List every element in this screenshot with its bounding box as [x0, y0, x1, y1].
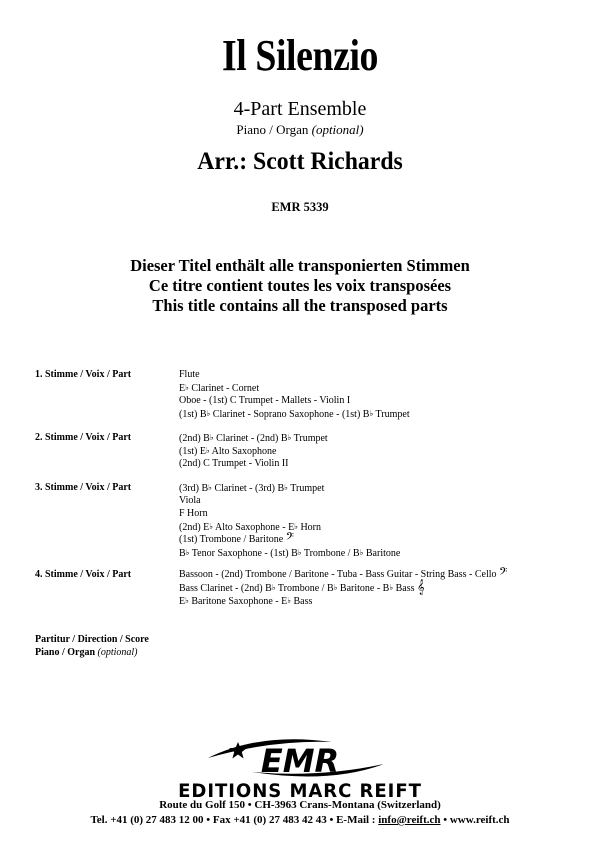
treble-clef-icon: 𝄞 — [417, 580, 425, 595]
instrument-line: Bassoon - (2nd) Trombone / Baritone - Tuba - Bass Guitar - String Bass - Cello 𝄢 — [179, 566, 508, 581]
flat-sign-icon: ♭ — [297, 548, 302, 557]
flat-sign-icon: ♭ — [369, 409, 374, 418]
instrumentation-note: (optional) — [311, 122, 364, 137]
score-label: Partitur / Direction / Score — [35, 634, 149, 645]
part-2-instruments — [179, 431, 328, 470]
flat-sign-icon: ♭ — [287, 596, 291, 605]
instrument-line: (1st) B♭ Clarinet - Soprano Saxophone - (1st) B♭ Trumpet — [179, 409, 410, 420]
flat-sign-icon: ♭ — [287, 433, 292, 442]
notice-german: Dieser Titel enthält alle transponierten Stimmen — [130, 256, 470, 275]
instrument-line: Flute — [179, 369, 200, 380]
subtitle: 4-Part Ensemble — [233, 98, 367, 120]
part-1-label: 1. Stimme / Voix / Part — [35, 369, 132, 380]
publisher-name: EDITIONS MARC REIFT — [178, 780, 422, 802]
flat-sign-icon: ♭ — [333, 583, 338, 592]
part-1-instruments — [179, 368, 410, 420]
flat-sign-icon: ♭ — [206, 409, 211, 418]
instrument-line: (1st) Trombone / Baritone 𝄢 — [179, 531, 295, 546]
contact-email[interactable]: info@reift.ch — [378, 814, 441, 826]
logo-text: EMR — [260, 742, 340, 780]
catalog-number: EMR 5339 — [271, 200, 329, 214]
part-2-label: 2. Stimme / Voix / Part — [35, 432, 132, 443]
flat-sign-icon: ♭ — [389, 583, 394, 592]
flat-sign-icon: ♭ — [294, 522, 298, 531]
bass-clef-icon: 𝄢 — [499, 566, 508, 581]
flat-sign-icon: ♭ — [209, 522, 214, 531]
flat-sign-icon: ♭ — [208, 483, 212, 492]
flat-sign-icon: ♭ — [185, 548, 190, 557]
part-4-instruments — [179, 568, 507, 607]
notice-french: Ce titre contient toutes les voix transposées — [148, 276, 452, 295]
flat-sign-icon: ♭ — [185, 596, 189, 605]
instrument-line: (2nd) E♭ Alto Saxophone - E♭ Horn — [179, 522, 322, 533]
part-3-label: 3. Stimme / Voix / Part — [35, 482, 132, 493]
publisher-address: Route du Golf 150 • CH-3963 Crans-Montana (Switzerland) — [159, 799, 441, 811]
page-title: Il Silenzio — [221, 31, 379, 80]
instrument-line: Viola — [179, 495, 201, 506]
instrument-line: E♭ Clarinet - Cornet — [179, 383, 260, 394]
flat-sign-icon: ♭ — [205, 446, 210, 455]
instrument-line: B♭ Tenor Saxophone - (1st) B♭ Trombone / B♭ Baritone — [179, 548, 401, 559]
instrumentation-text: Piano / Organ — [236, 122, 309, 137]
score-piano-organ-text: Piano / Organ — [35, 647, 96, 658]
bass-clef-icon: 𝄢 — [285, 531, 295, 546]
instrument-line: Oboe - (1st) C Trumpet - Mallets - Violin I — [179, 395, 351, 406]
instrument-line: (2nd) C Trumpet - Violin II — [179, 458, 289, 469]
instrument-line: (1st) E♭ Alto Saxophone — [179, 446, 277, 457]
instrumentation — [0, 122, 600, 138]
part-4-label: 4. Stimme / Voix / Part — [35, 569, 132, 580]
arranger: Arr.: Scott Richards — [197, 148, 403, 175]
instrument-line: Bass Clarinet - (2nd) B♭ Trombone / B♭ Baritone - B♭ Bass 𝄞 — [179, 580, 425, 595]
flat-sign-icon: ♭ — [271, 583, 276, 592]
score-piano-organ-note: (optional) — [97, 647, 138, 658]
flat-sign-icon: ♭ — [284, 483, 288, 492]
contact-phone-fax: Tel. +41 (0) 27 483 12 00 • Fax +41 (0) 27 483 42 43 • E-Mail : — [90, 814, 379, 826]
flat-sign-icon: ♭ — [185, 383, 189, 392]
flat-sign-icon: ♭ — [209, 433, 214, 442]
instrument-line: F Horn — [179, 508, 208, 519]
emr-logo — [200, 738, 400, 784]
flat-sign-icon: ♭ — [359, 548, 364, 557]
part-3-instruments — [179, 481, 400, 559]
publisher-contact — [0, 814, 600, 826]
contact-website: • www.reift.ch — [440, 814, 510, 826]
notice-english: This title contains all the transposed parts — [152, 296, 448, 315]
instrument-line: (3rd) B♭ Clarinet - (3rd) B♭ Trumpet — [179, 483, 325, 494]
instrument-line: E♭ Baritone Saxophone - E♭ Bass — [179, 596, 313, 607]
instrument-line: (2nd) B♭ Clarinet - (2nd) B♭ Trumpet — [179, 433, 328, 444]
score-piano-organ — [35, 647, 138, 658]
